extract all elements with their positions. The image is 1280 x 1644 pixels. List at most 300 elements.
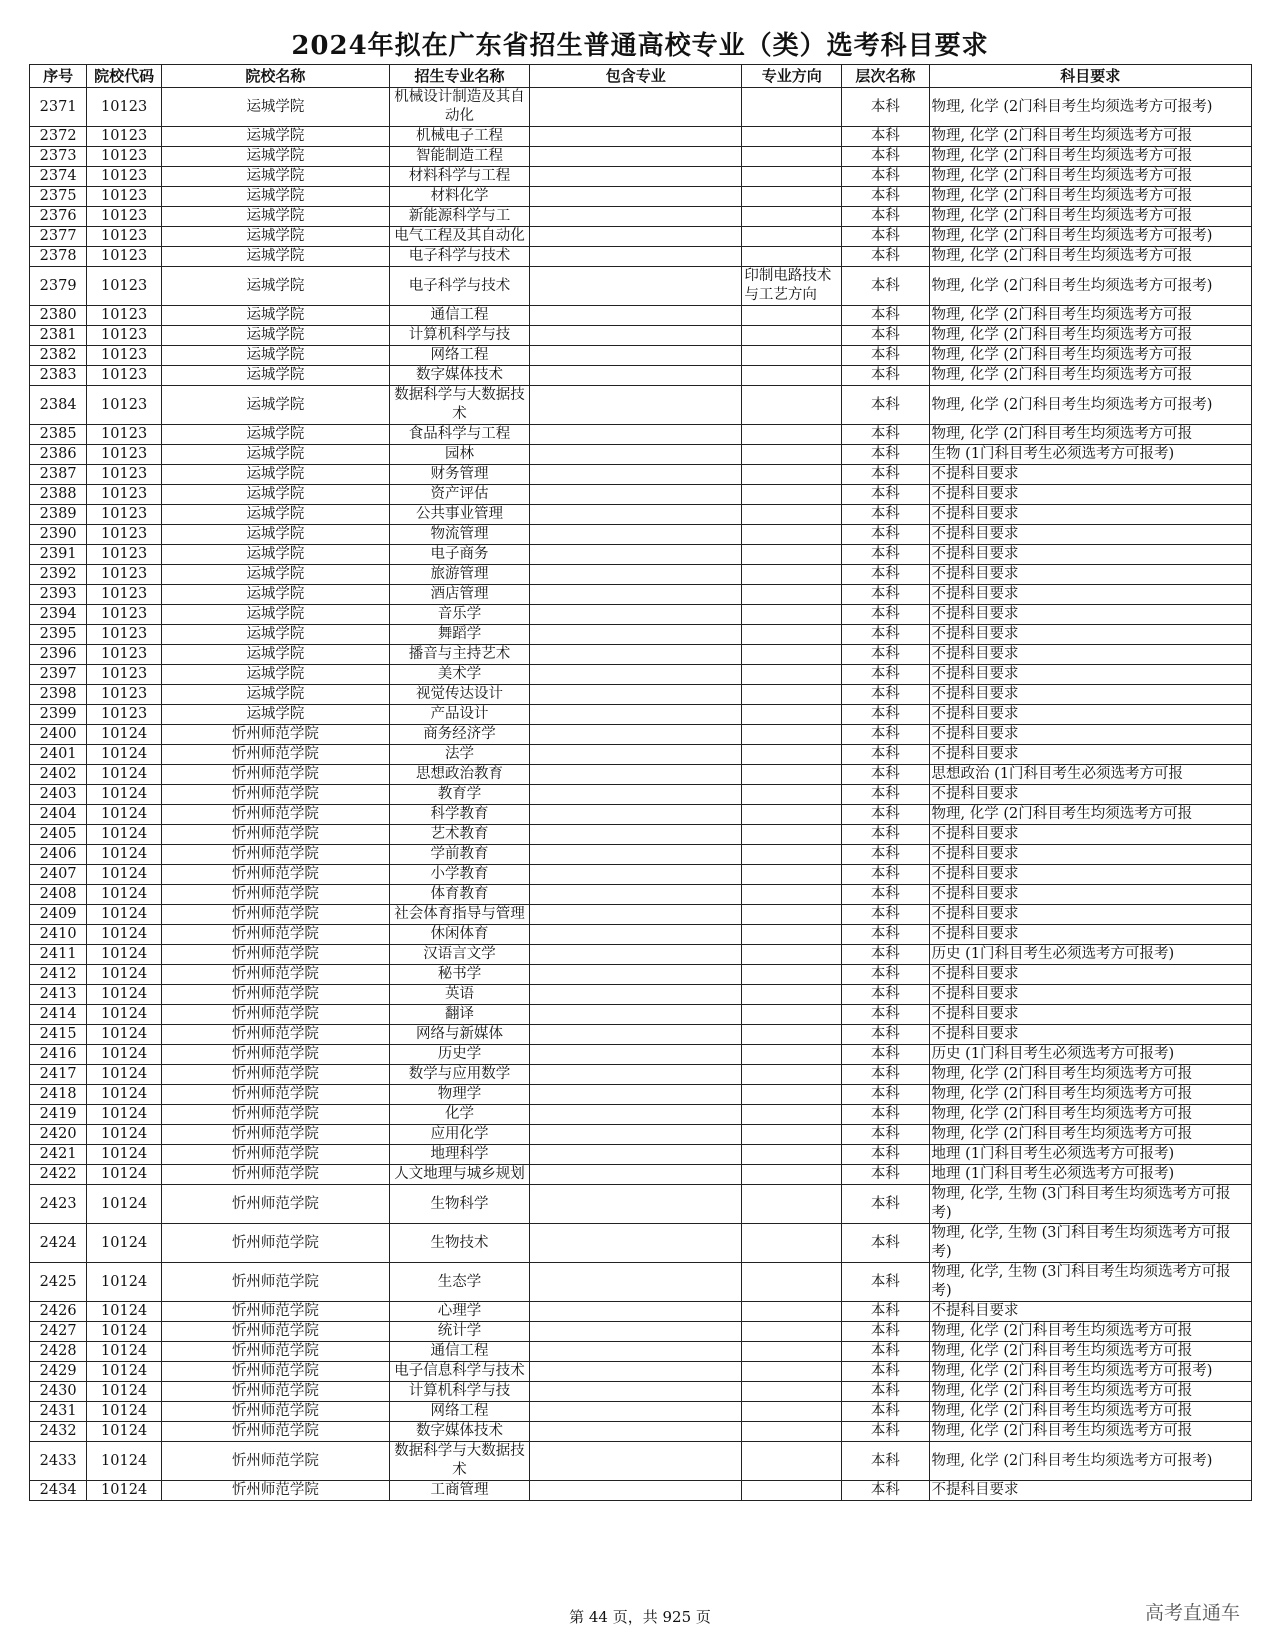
cell-subject-requirement: 不提科目要求 — [929, 985, 1251, 1005]
cell-level: 本科 — [842, 1105, 929, 1125]
col-header-school-code: 院校代码 — [87, 65, 162, 88]
cell-major-name: 化学 — [389, 1105, 529, 1125]
cell-level: 本科 — [842, 1065, 929, 1085]
cell-school-code: 10124 — [87, 1263, 162, 1302]
cell-school-code: 10123 — [87, 645, 162, 665]
page-footer: 第 44 页，共 925 页 — [569, 1608, 711, 1626]
cell-school-code: 10124 — [87, 1185, 162, 1224]
cell-level: 本科 — [842, 565, 929, 585]
table-row — [30, 147, 1252, 167]
cell-included-majors — [530, 665, 742, 685]
cell-index: 2375 — [30, 187, 87, 207]
cell-subject-requirement: 不提科目要求 — [929, 825, 1251, 845]
cell-subject-requirement: 物理, 化学 (2门科目考生均须选考方可报考) — [929, 267, 1251, 306]
cell-school-code: 10123 — [87, 326, 162, 346]
cell-level: 本科 — [842, 545, 929, 565]
cell-major-direction — [742, 1402, 842, 1422]
cell-school-name: 忻州师范学院 — [162, 865, 390, 885]
cell-level: 本科 — [842, 346, 929, 366]
cell-subject-requirement: 不提科目要求 — [929, 925, 1251, 945]
cell-school-code: 10124 — [87, 825, 162, 845]
cell-subject-requirement: 不提科目要求 — [929, 965, 1251, 985]
cell-subject-requirement: 不提科目要求 — [929, 645, 1251, 665]
cell-subject-requirement: 不提科目要求 — [929, 605, 1251, 625]
cell-index: 2427 — [30, 1322, 87, 1342]
table-row — [30, 965, 1252, 985]
cell-school-name: 忻州师范学院 — [162, 1382, 390, 1402]
cell-school-code: 10124 — [87, 1422, 162, 1442]
cell-major-name: 小学教育 — [389, 865, 529, 885]
cell-subject-requirement: 不提科目要求 — [929, 485, 1251, 505]
cell-index: 2398 — [30, 685, 87, 705]
cell-school-name: 运城学院 — [162, 665, 390, 685]
cell-school-code: 10123 — [87, 505, 162, 525]
cell-included-majors — [530, 505, 742, 525]
table-row — [30, 346, 1252, 366]
table-row — [30, 585, 1252, 605]
cell-major-name: 酒店管理 — [389, 585, 529, 605]
cell-index: 2420 — [30, 1125, 87, 1145]
table-row — [30, 925, 1252, 945]
table-row — [30, 1224, 1252, 1263]
cell-major-name: 美术学 — [389, 665, 529, 685]
cell-subject-requirement: 不提科目要求 — [929, 705, 1251, 725]
cell-subject-requirement: 不提科目要求 — [929, 545, 1251, 565]
cell-major-name: 新能源科学与工 — [389, 207, 529, 227]
cell-school-code: 10124 — [87, 1224, 162, 1263]
cell-school-code: 10124 — [87, 785, 162, 805]
cell-index: 2413 — [30, 985, 87, 1005]
cell-index: 2387 — [30, 465, 87, 485]
cell-level: 本科 — [842, 425, 929, 445]
cell-subject-requirement: 地理 (1门科目考生必须选考方可报考) — [929, 1165, 1251, 1185]
cell-subject-requirement: 物理, 化学 (2门科目考生均须选考方可报考) — [929, 386, 1251, 425]
table-row — [30, 685, 1252, 705]
cell-level: 本科 — [842, 685, 929, 705]
cell-level: 本科 — [842, 625, 929, 645]
cell-index: 2419 — [30, 1105, 87, 1125]
cell-school-code: 10124 — [87, 1402, 162, 1422]
cell-major-direction — [742, 1045, 842, 1065]
cell-major-name: 网络工程 — [389, 1402, 529, 1422]
cell-major-direction — [742, 945, 842, 965]
cell-included-majors — [530, 247, 742, 267]
cell-major-name: 应用化学 — [389, 1125, 529, 1145]
cell-level: 本科 — [842, 945, 929, 965]
cell-major-name: 食品科学与工程 — [389, 425, 529, 445]
cell-major-direction — [742, 985, 842, 1005]
cell-index: 2371 — [30, 88, 87, 127]
cell-index: 2376 — [30, 207, 87, 227]
cell-major-direction — [742, 765, 842, 785]
table-row — [30, 785, 1252, 805]
cell-major-direction — [742, 625, 842, 645]
cell-subject-requirement: 不提科目要求 — [929, 465, 1251, 485]
cell-included-majors — [530, 485, 742, 505]
table-header-row — [30, 65, 1252, 88]
cell-school-code: 10123 — [87, 685, 162, 705]
cell-included-majors — [530, 227, 742, 247]
cell-major-direction: 印制电路技术与工艺方向 — [742, 267, 842, 306]
cell-school-code: 10124 — [87, 1342, 162, 1362]
cell-school-code: 10123 — [87, 187, 162, 207]
cell-major-direction — [742, 485, 842, 505]
cell-school-name: 运城学院 — [162, 127, 390, 147]
subject-requirements-table — [29, 64, 1252, 1501]
cell-school-name: 运城学院 — [162, 645, 390, 665]
cell-major-name: 工商管理 — [389, 1481, 529, 1501]
cell-school-name: 忻州师范学院 — [162, 1263, 390, 1302]
table-row — [30, 386, 1252, 425]
cell-major-direction — [742, 127, 842, 147]
cell-school-code: 10123 — [87, 207, 162, 227]
cell-subject-requirement: 物理, 化学 (2门科目考生均须选考方可报 — [929, 1085, 1251, 1105]
cell-major-direction — [742, 247, 842, 267]
cell-major-direction — [742, 1382, 842, 1402]
cell-subject-requirement: 物理, 化学 (2门科目考生均须选考方可报 — [929, 805, 1251, 825]
cell-school-name: 忻州师范学院 — [162, 765, 390, 785]
cell-school-name: 忻州师范学院 — [162, 1402, 390, 1422]
cell-level: 本科 — [842, 1185, 929, 1224]
cell-major-direction — [742, 685, 842, 705]
cell-included-majors — [530, 425, 742, 445]
cell-school-name: 忻州师范学院 — [162, 925, 390, 945]
cell-school-name: 运城学院 — [162, 545, 390, 565]
cell-subject-requirement: 物理, 化学 (2门科目考生均须选考方可报 — [929, 247, 1251, 267]
cell-subject-requirement: 不提科目要求 — [929, 745, 1251, 765]
cell-school-code: 10124 — [87, 805, 162, 825]
cell-level: 本科 — [842, 665, 929, 685]
cell-included-majors — [530, 945, 742, 965]
cell-major-direction — [742, 88, 842, 127]
cell-school-name: 运城学院 — [162, 425, 390, 445]
cell-index: 2395 — [30, 625, 87, 645]
cell-included-majors — [530, 905, 742, 925]
cell-school-name: 忻州师范学院 — [162, 885, 390, 905]
cell-included-majors — [530, 1481, 742, 1501]
cell-major-direction — [742, 1224, 842, 1263]
table-row — [30, 665, 1252, 685]
cell-major-name: 生物技术 — [389, 1224, 529, 1263]
cell-major-name: 通信工程 — [389, 1342, 529, 1362]
cell-major-direction — [742, 1005, 842, 1025]
cell-index: 2409 — [30, 905, 87, 925]
cell-level: 本科 — [842, 267, 929, 306]
cell-school-name: 运城学院 — [162, 565, 390, 585]
cell-index: 2388 — [30, 485, 87, 505]
table-row — [30, 1382, 1252, 1402]
cell-school-code: 10124 — [87, 1145, 162, 1165]
cell-school-code: 10124 — [87, 1481, 162, 1501]
cell-included-majors — [530, 925, 742, 945]
cell-included-majors — [530, 965, 742, 985]
cell-school-code: 10124 — [87, 905, 162, 925]
cell-included-majors — [530, 1185, 742, 1224]
table-row — [30, 545, 1252, 565]
cell-major-name: 数字媒体技术 — [389, 366, 529, 386]
cell-index: 2426 — [30, 1302, 87, 1322]
cell-included-majors — [530, 1025, 742, 1045]
cell-school-code: 10123 — [87, 247, 162, 267]
cell-level: 本科 — [842, 326, 929, 346]
cell-school-name: 忻州师范学院 — [162, 1165, 390, 1185]
cell-school-name: 运城学院 — [162, 207, 390, 227]
cell-school-code: 10123 — [87, 665, 162, 685]
table-row — [30, 985, 1252, 1005]
cell-school-name: 忻州师范学院 — [162, 825, 390, 845]
cell-subject-requirement: 物理, 化学 (2门科目考生均须选考方可报 — [929, 1105, 1251, 1125]
table-row — [30, 1302, 1252, 1322]
cell-major-direction — [742, 965, 842, 985]
cell-index: 2405 — [30, 825, 87, 845]
cell-major-name: 机械设计制造及其自动化 — [389, 88, 529, 127]
cell-included-majors — [530, 1422, 742, 1442]
cell-school-code: 10124 — [87, 865, 162, 885]
cell-subject-requirement: 不提科目要求 — [929, 785, 1251, 805]
cell-school-name: 运城学院 — [162, 306, 390, 326]
cell-included-majors — [530, 705, 742, 725]
cell-school-name: 运城学院 — [162, 505, 390, 525]
cell-school-code: 10124 — [87, 745, 162, 765]
cell-school-code: 10124 — [87, 965, 162, 985]
cell-included-majors — [530, 1105, 742, 1125]
cell-major-direction — [742, 366, 842, 386]
cell-level: 本科 — [842, 1025, 929, 1045]
cell-major-name: 机械电子工程 — [389, 127, 529, 147]
table-row — [30, 505, 1252, 525]
cell-school-name: 忻州师范学院 — [162, 1005, 390, 1025]
cell-index: 2386 — [30, 445, 87, 465]
cell-included-majors — [530, 1382, 742, 1402]
cell-index: 2434 — [30, 1481, 87, 1501]
cell-level: 本科 — [842, 825, 929, 845]
cell-subject-requirement: 物理, 化学 (2门科目考生均须选考方可报 — [929, 326, 1251, 346]
cell-school-code: 10124 — [87, 925, 162, 945]
cell-major-direction — [742, 1125, 842, 1145]
cell-level: 本科 — [842, 765, 929, 785]
cell-major-direction — [742, 346, 842, 366]
cell-level: 本科 — [842, 525, 929, 545]
cell-level: 本科 — [842, 167, 929, 187]
cell-included-majors — [530, 1145, 742, 1165]
cell-index: 2421 — [30, 1145, 87, 1165]
cell-school-code: 10124 — [87, 1362, 162, 1382]
cell-index: 2380 — [30, 306, 87, 326]
cell-major-name: 资产评估 — [389, 485, 529, 505]
cell-index: 2383 — [30, 366, 87, 386]
table-row — [30, 905, 1252, 925]
cell-major-name: 电子科学与技术 — [389, 247, 529, 267]
cell-major-direction — [742, 465, 842, 485]
cell-school-name: 忻州师范学院 — [162, 1481, 390, 1501]
cell-school-name: 忻州师范学院 — [162, 1362, 390, 1382]
cell-school-code: 10124 — [87, 1165, 162, 1185]
cell-index: 2424 — [30, 1224, 87, 1263]
cell-major-name: 物流管理 — [389, 525, 529, 545]
cell-level: 本科 — [842, 227, 929, 247]
cell-school-name: 忻州师范学院 — [162, 985, 390, 1005]
cell-major-direction — [742, 1185, 842, 1224]
table-row — [30, 885, 1252, 905]
cell-major-name: 数据科学与大数据技术 — [389, 1442, 529, 1481]
table-row — [30, 625, 1252, 645]
cell-included-majors — [530, 1362, 742, 1382]
cell-major-direction — [742, 785, 842, 805]
cell-level: 本科 — [842, 885, 929, 905]
cell-index: 2415 — [30, 1025, 87, 1045]
cell-major-direction — [742, 445, 842, 465]
table-row — [30, 745, 1252, 765]
cell-level: 本科 — [842, 187, 929, 207]
cell-included-majors — [530, 88, 742, 127]
cell-school-name: 运城学院 — [162, 585, 390, 605]
cell-major-direction — [742, 545, 842, 565]
cell-level: 本科 — [842, 1442, 929, 1481]
cell-school-name: 忻州师范学院 — [162, 845, 390, 865]
cell-school-name: 运城学院 — [162, 366, 390, 386]
cell-index: 2391 — [30, 545, 87, 565]
cell-index: 2393 — [30, 585, 87, 605]
cell-school-code: 10124 — [87, 845, 162, 865]
cell-school-name: 忻州师范学院 — [162, 1045, 390, 1065]
cell-school-code: 10123 — [87, 227, 162, 247]
cell-subject-requirement: 不提科目要求 — [929, 725, 1251, 745]
cell-index: 2432 — [30, 1422, 87, 1442]
cell-major-direction — [742, 505, 842, 525]
cell-level: 本科 — [842, 147, 929, 167]
cell-school-name: 运城学院 — [162, 525, 390, 545]
table-row — [30, 1045, 1252, 1065]
cell-level: 本科 — [842, 1224, 929, 1263]
cell-major-direction — [742, 1302, 842, 1322]
cell-index: 2389 — [30, 505, 87, 525]
cell-school-code: 10123 — [87, 147, 162, 167]
cell-level: 本科 — [842, 127, 929, 147]
cell-school-code: 10123 — [87, 88, 162, 127]
cell-included-majors — [530, 366, 742, 386]
table-row — [30, 865, 1252, 885]
table-row — [30, 167, 1252, 187]
cell-subject-requirement: 物理, 化学 (2门科目考生均须选考方可报 — [929, 127, 1251, 147]
cell-school-name: 忻州师范学院 — [162, 945, 390, 965]
cell-level: 本科 — [842, 905, 929, 925]
cell-subject-requirement: 物理, 化学 (2门科目考生均须选考方可报考) — [929, 1442, 1251, 1481]
cell-included-majors — [530, 625, 742, 645]
cell-included-majors — [530, 545, 742, 565]
cell-major-name: 科学教育 — [389, 805, 529, 825]
cell-school-code: 10123 — [87, 705, 162, 725]
cell-major-direction — [742, 1105, 842, 1125]
cell-major-name: 物理学 — [389, 1085, 529, 1105]
cell-school-code: 10124 — [87, 945, 162, 965]
cell-level: 本科 — [842, 1322, 929, 1342]
watermark: 高考直通车 — [1144, 1602, 1240, 1624]
cell-school-name: 运城学院 — [162, 227, 390, 247]
cell-index: 2430 — [30, 1382, 87, 1402]
table-row — [30, 1422, 1252, 1442]
cell-included-majors — [530, 685, 742, 705]
table-row — [30, 765, 1252, 785]
table-row — [30, 485, 1252, 505]
cell-index: 2392 — [30, 565, 87, 585]
table-row — [30, 88, 1252, 127]
cell-major-name: 历史学 — [389, 1045, 529, 1065]
table-row — [30, 247, 1252, 267]
table-row — [30, 445, 1252, 465]
cell-major-direction — [742, 925, 842, 945]
cell-index: 2423 — [30, 1185, 87, 1224]
col-header-index: 序号 — [30, 65, 87, 88]
table-row — [30, 425, 1252, 445]
cell-major-direction — [742, 885, 842, 905]
cell-school-name: 忻州师范学院 — [162, 1025, 390, 1045]
cell-major-name: 生物科学 — [389, 1185, 529, 1224]
cell-subject-requirement: 不提科目要求 — [929, 905, 1251, 925]
cell-school-code: 10123 — [87, 127, 162, 147]
table-row — [30, 127, 1252, 147]
cell-level: 本科 — [842, 1422, 929, 1442]
cell-included-majors — [530, 386, 742, 425]
cell-subject-requirement: 物理, 化学 (2门科目考生均须选考方可报 — [929, 187, 1251, 207]
table-row — [30, 187, 1252, 207]
cell-school-code: 10123 — [87, 545, 162, 565]
cell-major-direction — [742, 167, 842, 187]
cell-level: 本科 — [842, 247, 929, 267]
cell-index: 2394 — [30, 605, 87, 625]
cell-included-majors — [530, 1125, 742, 1145]
cell-included-majors — [530, 985, 742, 1005]
cell-subject-requirement: 思想政治 (1门科目考生必须选考方可报 — [929, 765, 1251, 785]
cell-school-name: 忻州师范学院 — [162, 905, 390, 925]
cell-school-code: 10124 — [87, 725, 162, 745]
cell-subject-requirement: 物理, 化学 (2门科目考生均须选考方可报 — [929, 1065, 1251, 1085]
cell-included-majors — [530, 445, 742, 465]
table-row — [30, 326, 1252, 346]
cell-subject-requirement: 物理, 化学 (2门科目考生均须选考方可报 — [929, 1322, 1251, 1342]
cell-school-code: 10124 — [87, 1382, 162, 1402]
cell-major-name: 音乐学 — [389, 605, 529, 625]
cell-index: 2399 — [30, 705, 87, 725]
cell-school-code: 10123 — [87, 605, 162, 625]
table-row — [30, 1185, 1252, 1224]
cell-level: 本科 — [842, 505, 929, 525]
table-row — [30, 805, 1252, 825]
cell-major-direction — [742, 565, 842, 585]
cell-school-name: 忻州师范学院 — [162, 745, 390, 765]
cell-major-name: 视觉传达设计 — [389, 685, 529, 705]
cell-major-direction — [742, 1145, 842, 1165]
cell-major-name: 材料化学 — [389, 187, 529, 207]
cell-level: 本科 — [842, 985, 929, 1005]
cell-subject-requirement: 不提科目要求 — [929, 1025, 1251, 1045]
cell-included-majors — [530, 805, 742, 825]
cell-index: 2374 — [30, 167, 87, 187]
cell-school-name: 忻州师范学院 — [162, 1185, 390, 1224]
cell-school-name: 运城学院 — [162, 605, 390, 625]
cell-subject-requirement: 物理, 化学 (2门科目考生均须选考方可报考) — [929, 1362, 1251, 1382]
cell-major-name: 计算机科学与技 — [389, 326, 529, 346]
cell-subject-requirement: 不提科目要求 — [929, 505, 1251, 525]
cell-level: 本科 — [842, 1402, 929, 1422]
cell-major-direction — [742, 425, 842, 445]
cell-major-direction — [742, 645, 842, 665]
cell-included-majors — [530, 1165, 742, 1185]
cell-major-direction — [742, 1085, 842, 1105]
cell-index: 2433 — [30, 1442, 87, 1481]
cell-major-name: 园林 — [389, 445, 529, 465]
cell-major-direction — [742, 1342, 842, 1362]
cell-school-name: 忻州师范学院 — [162, 1322, 390, 1342]
